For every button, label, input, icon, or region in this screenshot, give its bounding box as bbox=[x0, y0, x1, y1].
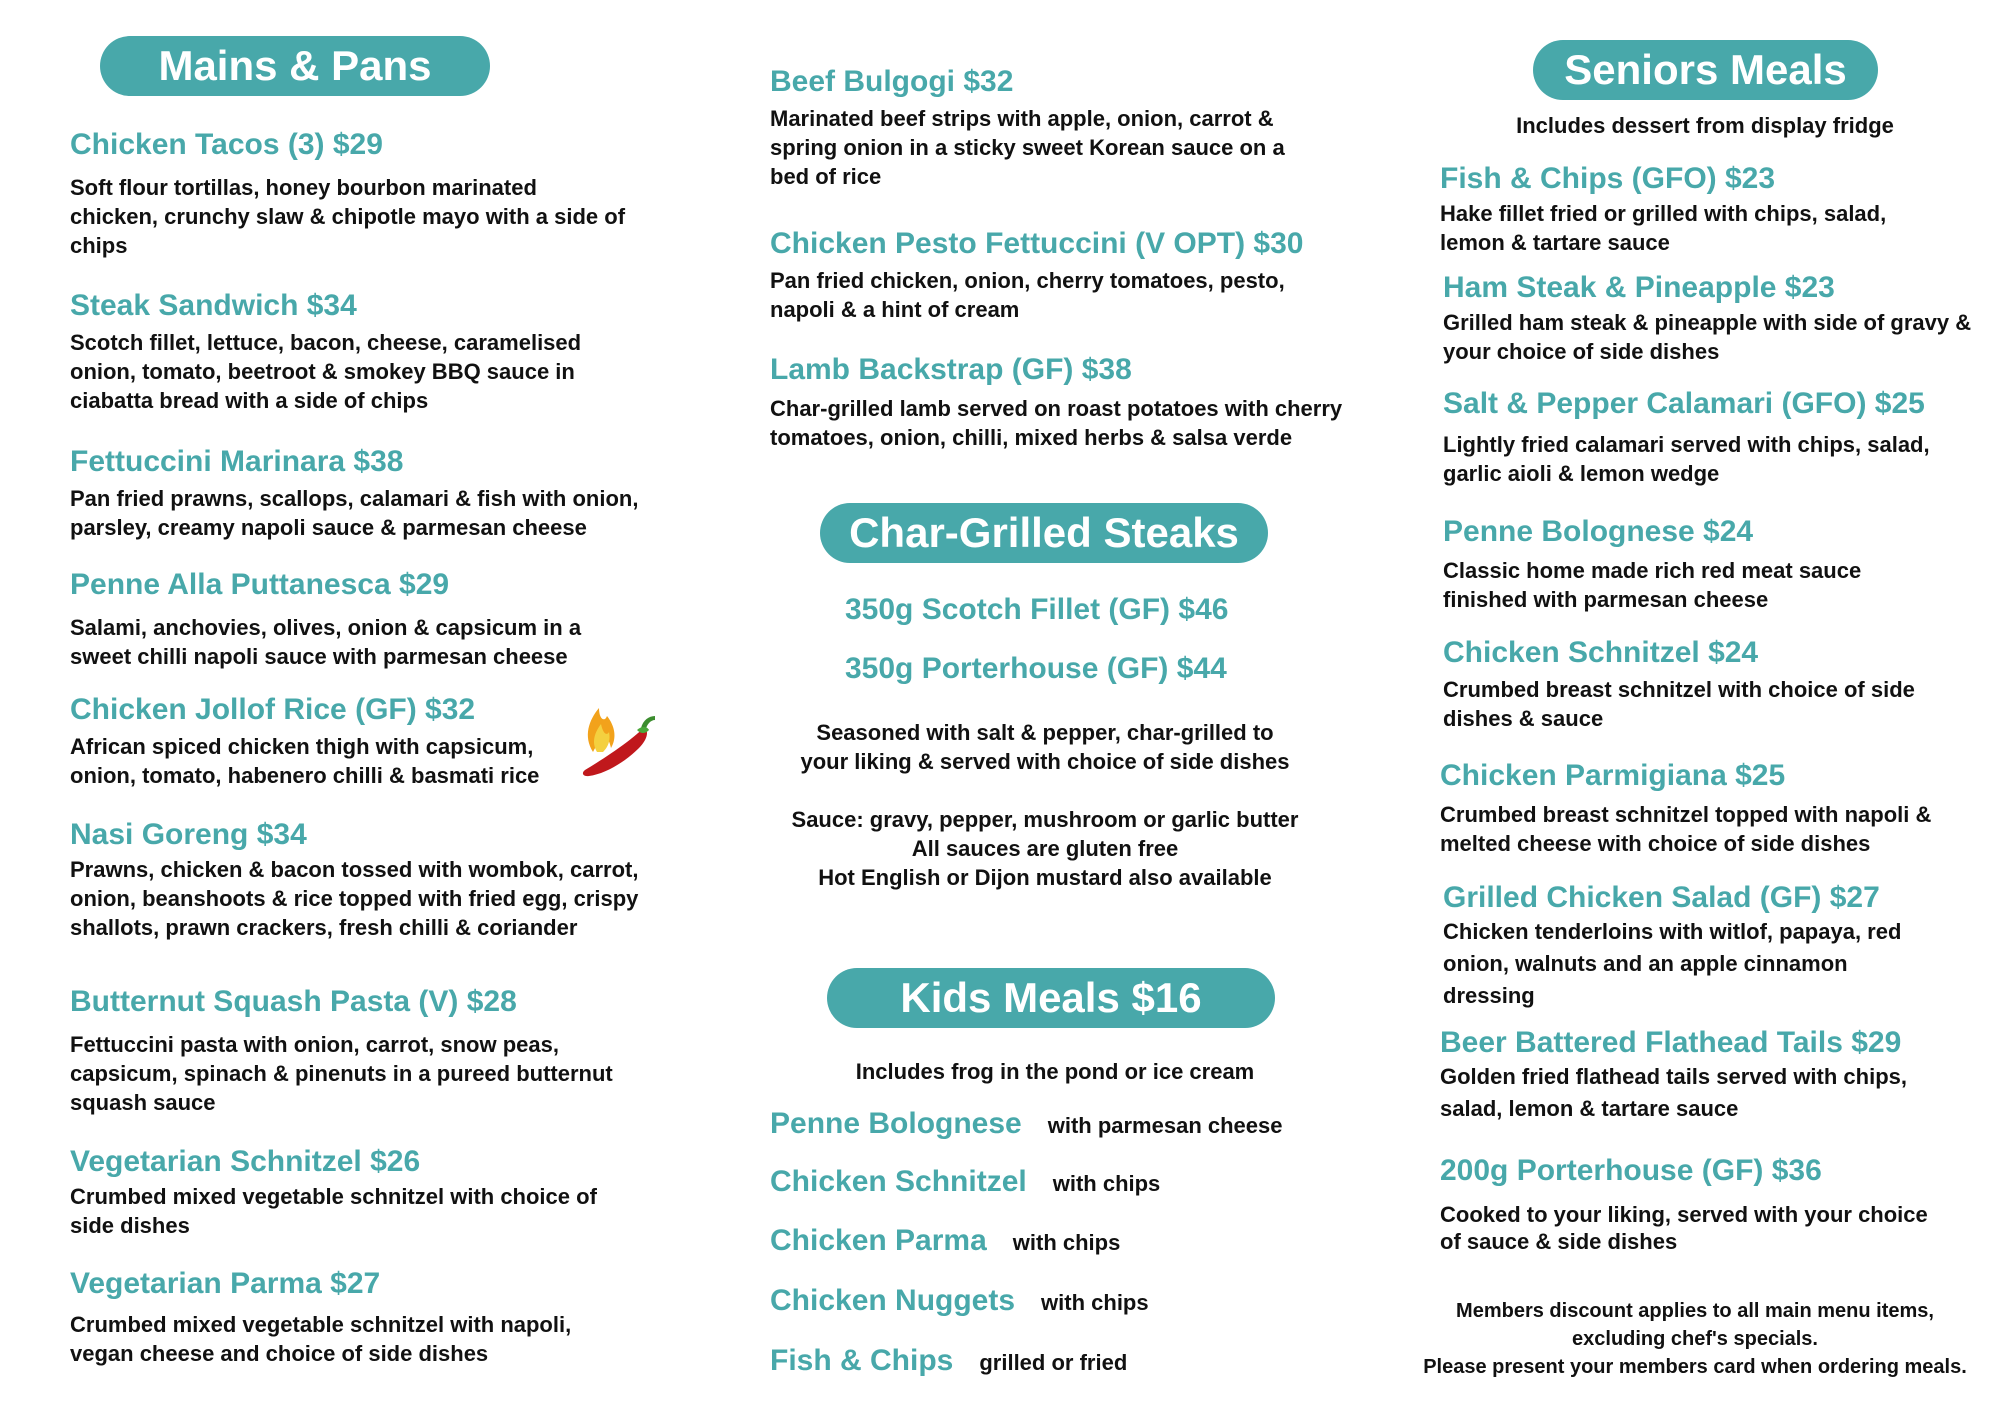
menu-item bbox=[70, 567, 650, 671]
kids-item bbox=[770, 1164, 1160, 1200]
menu-item bbox=[1440, 758, 1980, 858]
menu-item bbox=[770, 64, 1330, 191]
menu-item bbox=[1443, 635, 1983, 733]
seniors-heading bbox=[1533, 40, 1878, 100]
menu-item bbox=[1443, 880, 1983, 1012]
seniors-subtitle: Includes dessert from display fridge bbox=[1516, 113, 1894, 138]
menu-item-desc: Classic home made rich red meat sauce finished with parmesan cheese bbox=[1443, 558, 1862, 612]
menu-item-title: Beef Bulgogi $32 bbox=[770, 65, 1014, 98]
menu-item-title: Ham Steak & Pineapple $23 bbox=[1443, 271, 1835, 304]
menu-item-title: Vegetarian Parma $27 bbox=[70, 1267, 381, 1300]
menu-item-desc: Chicken tenderloins with witlof, papaya, red onion, walnuts and an apple cinnamon dressing bbox=[1443, 919, 1902, 1008]
menu-item-title: Chicken Jollof Rice (GF) $32 bbox=[70, 693, 476, 726]
members-footer bbox=[1405, 1297, 1985, 1381]
menu-item-title: Grilled Chicken Salad (GF) $27 bbox=[1443, 881, 1880, 914]
menu-item-desc: Scotch fillet, lettuce, bacon, cheese, caramelised onion, tomato, beetroot & smokey BBQ sauce in ciabatta bread with a side of chips bbox=[70, 330, 582, 413]
menu-item-desc: Pan fried chicken, onion, cherry tomatoes, pesto, napoli & a hint of cream bbox=[770, 268, 1285, 322]
footer-line: Please present your members card when ordering meals. bbox=[1423, 1356, 1967, 1378]
kids-item-note: with parmesan cheese bbox=[1047, 1113, 1283, 1138]
menu-item-desc: Salami, anchovies, olives, onion & capsicum in a sweet chilli napoli sauce with parmesan cheese bbox=[70, 615, 582, 669]
menu-item bbox=[1440, 1153, 1980, 1255]
menu-item-title: Fettuccini Marinara $38 bbox=[70, 445, 404, 478]
menu-item-desc: Soft flour tortillas, honey bourbon marinated chicken, crunchy slaw & chipotle mayo with a side of chips bbox=[70, 175, 626, 258]
menu-item-desc: Crumbed mixed vegetable schnitzel with choice of side dishes bbox=[70, 1184, 597, 1238]
kids-item bbox=[770, 1106, 1283, 1142]
footer-line: Members discount applies to all main menu items, bbox=[1456, 1300, 1934, 1322]
mains-heading-text: Mains & Pans bbox=[158, 42, 432, 89]
mains-heading bbox=[100, 36, 490, 96]
menu-item bbox=[1440, 161, 1980, 257]
menu-item-desc: Char-grilled lamb served on roast potatoes with cherry tomatoes, onion, chilli, mixed herbs & salsa verde bbox=[770, 396, 1343, 450]
menu-item-title: Fish & Chips (GFO) $23 bbox=[1440, 162, 1776, 195]
menu-item-desc: Crumbed breast schnitzel with choice of side dishes & sauce bbox=[1443, 677, 1915, 731]
menu-item-title: Chicken Parmigiana $25 bbox=[1440, 759, 1786, 792]
steaks-heading-text: Char-Grilled Steaks bbox=[849, 509, 1239, 556]
chili-flame-icon bbox=[575, 702, 657, 787]
seniors-heading-text: Seniors Meals bbox=[1564, 46, 1847, 93]
menu-item bbox=[70, 692, 570, 790]
menu-item-desc: Lightly fried calamari served with chips, salad, garlic aioli & lemon wedge bbox=[1443, 432, 1930, 486]
menu-item-desc: Golden fried flathead tails served with chips, salad, lemon & tartare sauce bbox=[1440, 1064, 1907, 1121]
kids-item-name: Penne Bolognese bbox=[770, 1107, 1022, 1140]
menu-item-desc: African spiced chicken thigh with capsicum, onion, tomato, habenero chilli & basmati rice bbox=[70, 734, 540, 788]
footer-line: excluding chef's specials. bbox=[1572, 1328, 1818, 1350]
menu-item-desc: Cooked to your liking, served with your choice of sauce & side dishes bbox=[1440, 1202, 1928, 1254]
kids-subtitle: Includes frog in the pond or ice cream bbox=[855, 1059, 1255, 1084]
kids-item-name: Fish & Chips bbox=[770, 1344, 954, 1377]
kids-item bbox=[770, 1343, 1127, 1379]
steaks-sauces bbox=[745, 805, 1345, 892]
steak-item: 350g Scotch Fillet (GF) $46 bbox=[845, 593, 1229, 626]
menu-item-title: Chicken Tacos (3) $29 bbox=[70, 128, 383, 161]
kids-item-name: Chicken Nuggets bbox=[770, 1284, 1016, 1317]
menu-item-title: Chicken Pesto Fettuccini (V OPT) $30 bbox=[770, 227, 1304, 260]
menu-item bbox=[770, 352, 1370, 452]
kids-heading bbox=[827, 968, 1275, 1028]
menu-item-desc: Marinated beef strips with apple, onion, carrot & spring onion in a sticky sweet Korean sauce on a bed of rice bbox=[770, 106, 1285, 189]
kids-item-note: with chips bbox=[1012, 1230, 1121, 1255]
menu-item-desc: Pan fried prawns, scallops, calamari & fish with onion, parsley, creamy napoli sauce & parmesan cheese bbox=[70, 486, 639, 540]
steaks-sauce-line: Sauce: gravy, pepper, mushroom or garlic butter bbox=[791, 807, 1299, 832]
menu-item bbox=[70, 127, 650, 260]
menu-item bbox=[770, 226, 1350, 324]
menu-item-desc: Crumbed breast schnitzel topped with napoli & melted cheese with choice of side dishes bbox=[1440, 802, 1932, 856]
steaks-seasoning-line: your liking & served with choice of side dishes bbox=[800, 749, 1290, 774]
menu-item-desc: Fettuccini pasta with onion, carrot, snow peas, capsicum, spinach & pinenuts in a pureed butternut squash sauce bbox=[70, 1032, 613, 1115]
menu-item bbox=[1443, 514, 1983, 614]
menu-item-desc: Hake fillet fried or grilled with chips, salad, lemon & tartare sauce bbox=[1440, 201, 1887, 255]
menu-item-title: Butternut Squash Pasta (V) $28 bbox=[70, 985, 517, 1018]
menu-item bbox=[70, 1144, 650, 1240]
kids-item-name: Chicken Parma bbox=[770, 1224, 987, 1257]
menu-item bbox=[1443, 270, 1983, 366]
kids-heading-text: Kids Meals $16 bbox=[900, 974, 1202, 1021]
menu-item-title: Penne Alla Puttanesca $29 bbox=[70, 568, 450, 601]
menu-item-title: Beer Battered Flathead Tails $29 bbox=[1440, 1026, 1902, 1059]
menu-item bbox=[70, 444, 670, 542]
kids-item-note: grilled or fried bbox=[979, 1350, 1128, 1375]
menu-item-title: Lamb Backstrap (GF) $38 bbox=[770, 353, 1132, 386]
steak-item: 350g Porterhouse (GF) $44 bbox=[845, 652, 1227, 685]
menu-item-title: Chicken Schnitzel $24 bbox=[1443, 636, 1759, 669]
menu-item-title: Nasi Goreng $34 bbox=[70, 818, 307, 851]
steaks-heading bbox=[820, 503, 1268, 563]
kids-item bbox=[770, 1223, 1120, 1259]
steaks-seasoning bbox=[745, 718, 1345, 776]
menu-item bbox=[70, 984, 650, 1117]
menu-item-title: Steak Sandwich $34 bbox=[70, 289, 357, 322]
steaks-sauce-line: All sauces are gluten free bbox=[911, 836, 1179, 861]
steaks-seasoning-line: Seasoned with salt & pepper, char-grilled to bbox=[816, 720, 1274, 745]
menu-item-desc: Prawns, chicken & bacon tossed with wombok, carrot, onion, beanshoots & rice topped with fried egg, crispy shallots, prawn crackers, fresh chilli & coriander bbox=[70, 857, 639, 940]
menu-item bbox=[1440, 1025, 1980, 1125]
menu-item bbox=[1443, 386, 1983, 488]
menu-item bbox=[70, 1266, 650, 1368]
kids-item bbox=[770, 1283, 1149, 1319]
menu-item-title: Salt & Pepper Calamari (GFO) $25 bbox=[1443, 387, 1925, 420]
menu-item bbox=[70, 817, 670, 942]
menu-item-title: Vegetarian Schnitzel $26 bbox=[70, 1145, 421, 1178]
menu-item bbox=[70, 288, 650, 415]
steaks-sauce-line: Hot English or Dijon mustard also available bbox=[818, 865, 1272, 890]
menu-item-title: Penne Bolognese $24 bbox=[1443, 515, 1754, 548]
kids-item-note: with chips bbox=[1052, 1171, 1161, 1196]
menu-item-title: 200g Porterhouse (GF) $36 bbox=[1440, 1154, 1822, 1187]
menu-item-desc: Crumbed mixed vegetable schnitzel with napoli, vegan cheese and choice of side dishes bbox=[70, 1312, 572, 1366]
kids-item-name: Chicken Schnitzel bbox=[770, 1165, 1027, 1198]
kids-item-note: with chips bbox=[1041, 1290, 1149, 1315]
menu-item-desc: Grilled ham steak & pineapple with side of gravy & your choice of side dishes bbox=[1443, 310, 1972, 364]
